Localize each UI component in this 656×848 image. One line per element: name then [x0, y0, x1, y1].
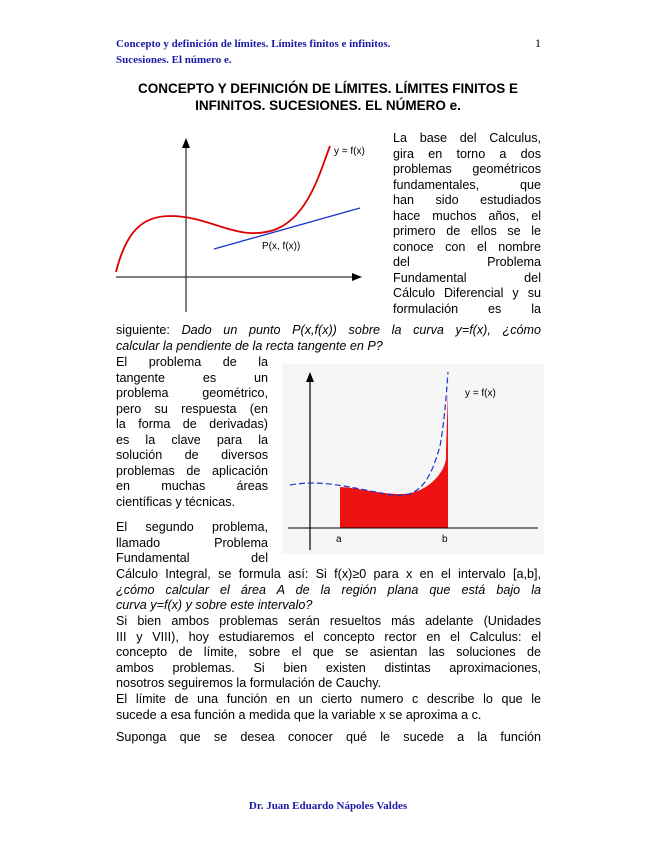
- curve-label: y = f(x): [465, 388, 496, 399]
- paragraph-line: Cálculo Integral, se formula así: Si f(x)≥0 para x en el intervalo [a,b],: [116, 567, 541, 581]
- b-label: b: [442, 534, 448, 545]
- paragraph-3: [116, 520, 268, 567]
- tangent-figure: [112, 132, 374, 316]
- question-text: Dado un punto P(x,f(x)) sobre la curva y=f(x), ¿cómo: [181, 323, 541, 337]
- paragraph-line: primero de ellos se le: [393, 224, 541, 238]
- paragraph-2: [116, 355, 268, 510]
- paragraph-3-continuation: [116, 567, 541, 614]
- y-axis-arrow-icon: [182, 138, 190, 148]
- page-number: 1: [535, 36, 541, 50]
- paragraph-line: solución de diversos: [116, 448, 268, 462]
- question-text: ¿cómo calcular el área A de la región plana que está bajo la: [116, 582, 541, 597]
- paragraph-5: [116, 692, 541, 723]
- paragraph-1: [393, 131, 541, 317]
- paragraph-line: Cálculo Diferencial y su: [393, 286, 541, 300]
- paragraph-line: ambos problemas. Si bien existen distintas aproximaciones,: [116, 660, 541, 675]
- paragraph-line: La base del Calculus,: [393, 131, 541, 145]
- paragraph-line: la forma de derivadas): [116, 417, 268, 431]
- paragraph-line: problema geométrico,: [116, 386, 268, 400]
- paragraph-line: hace muchos años, el: [393, 208, 541, 223]
- paragraph-line: científicas y técnicas.: [116, 494, 235, 509]
- paragraph-text: siguiente:: [116, 323, 182, 337]
- paragraph-line: Fundamental del: [393, 270, 541, 285]
- paragraph-line: III y VIII), hoy estudiaremos el concepto rector en el Calculus: el: [116, 629, 541, 644]
- point-label: P(x, f(x)): [262, 241, 301, 252]
- page-title-line-1: CONCEPTO Y DEFINICIÓN DE LÍMITES. LÍMITES FINITOS E: [137, 81, 519, 96]
- curve-label: y = f(x): [334, 146, 365, 157]
- function-curve: [116, 146, 330, 272]
- paragraph-line: formulación es la: [393, 301, 541, 316]
- area-figure: [282, 364, 544, 554]
- running-header: [116, 36, 496, 68]
- question-text: curva y=f(x) y sobre este intervalo?: [116, 598, 313, 612]
- paragraph-line: es la clave para la: [116, 432, 268, 447]
- paragraph-line: fundamentales, que: [393, 177, 541, 192]
- running-header-line-2: Sucesiones. El número e.: [116, 54, 232, 66]
- paragraph-line: en muchas áreas: [116, 479, 268, 493]
- page-title: [110, 80, 546, 114]
- paragraph-line: Fundamental del: [116, 551, 268, 565]
- running-header-line-1: Concepto y definición de límites. Límites finitos e infinitos.: [116, 38, 391, 50]
- paragraph-1-continuation: [116, 323, 541, 354]
- paragraph-6: [116, 730, 541, 746]
- paragraph-line: El límite de una función en un cierto numero c describe lo que le: [116, 692, 541, 706]
- paragraph-line: sucede a esa función a medida que la variable x se aproxima a c.: [116, 707, 482, 722]
- x-axis-arrow-icon: [352, 273, 362, 281]
- paragraph-line: concepto de límite, sobre el que se asientan las soluciones de: [116, 645, 541, 659]
- paragraph-line: gira en torno a dos: [393, 146, 541, 161]
- question-text: calcular la pendiente de la recta tangente en P?: [116, 338, 383, 353]
- paragraph-line: han sido estudiados: [393, 193, 541, 207]
- paragraph-line: pero su respuesta (en: [116, 401, 268, 416]
- paragraph-line: conoce con el nombre: [393, 239, 541, 254]
- paragraph-line: nosotros seguiremos la formulación de Cauchy.: [116, 676, 382, 690]
- paragraph-line: llamado Problema: [116, 535, 268, 550]
- paragraph-line: del Problema: [393, 255, 541, 269]
- paragraph-line: tangente es un: [116, 370, 268, 385]
- a-label: a: [336, 534, 342, 545]
- paragraph-line: El problema de la: [116, 355, 268, 369]
- paragraph-line: problemas de aplicación: [116, 463, 268, 478]
- paragraph-line: El segundo problema,: [116, 520, 268, 534]
- footer-author: Dr. Juan Eduardo Nápoles Valdes: [248, 800, 408, 812]
- paragraph-line: Suponga que se desea conocer qué le sucede a la función: [116, 730, 541, 744]
- paragraph-line: Si bien ambos problemas serán resueltos más adelante (Unidades: [116, 614, 541, 628]
- page-title-line-2: INFINITOS. SUCESIONES. EL NÚMERO e.: [195, 98, 461, 113]
- paragraph-4: [116, 614, 541, 692]
- paragraph-line: problemas geométricos: [393, 162, 541, 176]
